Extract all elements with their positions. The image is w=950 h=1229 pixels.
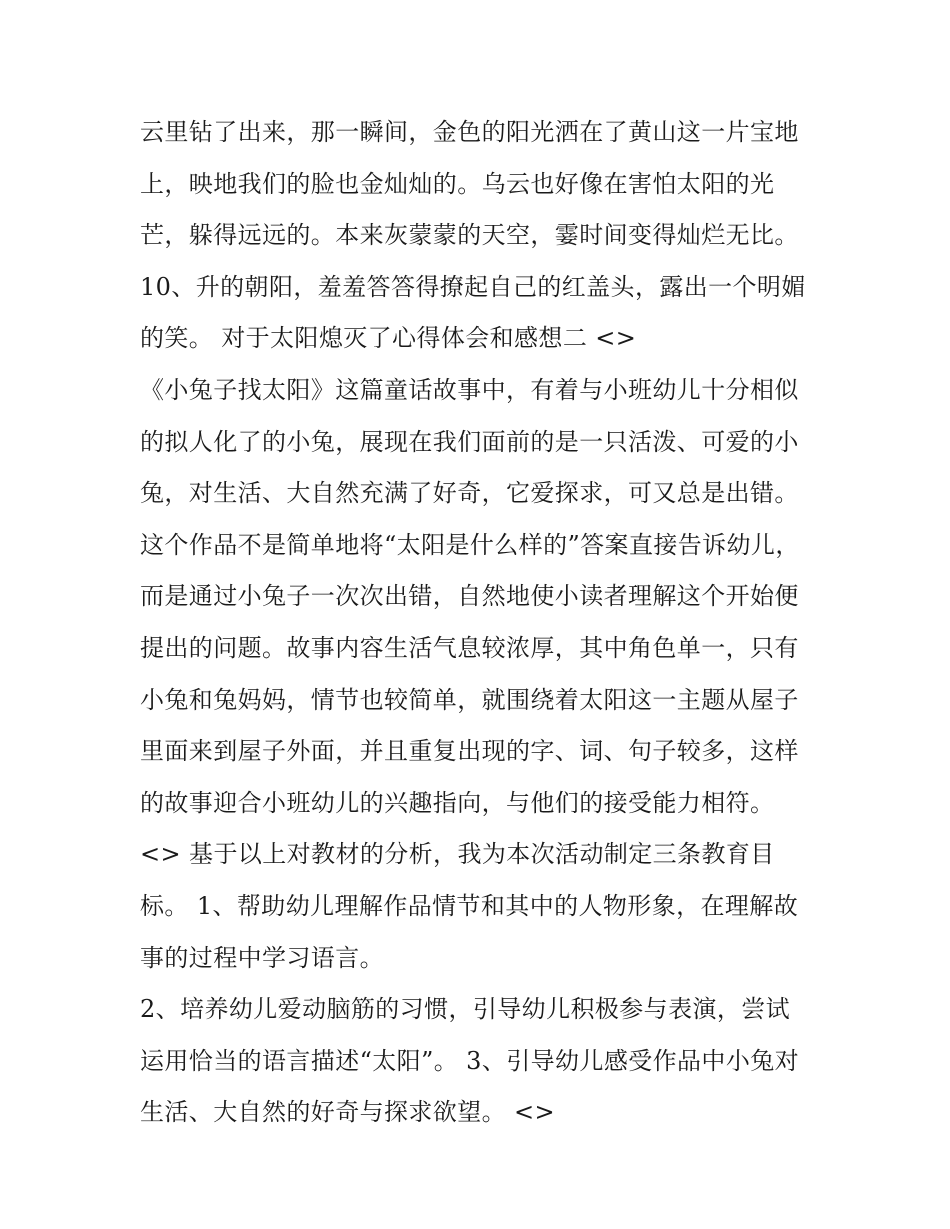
text-line: 标。 1、帮助幼儿理解作品情节和其中的人物形象，在理解故	[140, 891, 799, 920]
text-line: 运用恰当的语言描述“太阳”。 3、引导幼儿感受作品中小兔对	[140, 1046, 800, 1075]
document-body	[140, 107, 820, 1139]
text-line: 小兔和兔妈妈，情节也较简单，就围绕着太阳这一主题从屋子	[140, 685, 799, 714]
text-line: 生活、大自然的好奇与探求欲望。 <>	[140, 1098, 556, 1127]
text-line: 里面来到屋子外面，并且重复出现的字、词、句子较多，这样	[140, 737, 799, 766]
text-line: 的拟人化了的小兔，展现在我们面前的是一只活泼、可爱的小	[140, 427, 799, 456]
text-line: 的故事迎合小班幼儿的兴趣指向，与他们的接受能力相符。	[140, 788, 775, 817]
text-line: 上，映地我们的脸也金灿灿的。乌云也好像在害怕太阳的光	[140, 169, 775, 198]
text-line: 《小兔子找太阳》这篇童话故事中，有着与小班幼儿十分相似	[140, 375, 799, 404]
text-line: 10、升的朝阳，羞羞答答得撩起自己的红盖头，露出一个明媚	[140, 272, 806, 301]
text-line: 而是通过小兔子一次次出错，自然地使小读者理解这个开始便	[140, 582, 799, 611]
text-line: 提出的问题。故事内容生活气息较浓厚，其中角色单一，只有	[140, 633, 799, 662]
text-line: 云里钻了出来，那一瞬间，金色的阳光洒在了黄山这一片宝地	[140, 118, 799, 146]
text-line: 兔，对生活、大自然充满了好奇，它爱探求，可又总是出错。	[140, 479, 799, 508]
text-line: 2、培养幼儿爱动脑筋的习惯，引导幼儿积极参与表演，尝试	[140, 995, 791, 1024]
text-line: 事的过程中学习语言。	[140, 943, 384, 972]
text-line: 的笑。 对于太阳熄灭了心得体会和感想二 <>	[140, 324, 637, 353]
text-line: 芒，躲得远远的。本来灰蒙蒙的天空，霎时间变得灿烂无比。	[140, 221, 799, 250]
text-line: 这个作品不是简单地将“太阳是什么样的”答案直接告诉幼儿，	[140, 530, 800, 559]
text-line: <> 基于以上对教材的分析，我为本次活动制定三条教育目	[140, 840, 775, 869]
